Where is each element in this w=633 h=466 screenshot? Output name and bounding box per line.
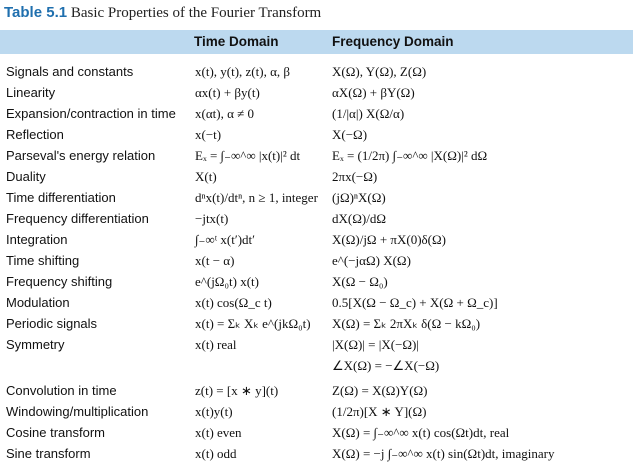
row-property: Time shifting <box>6 253 80 268</box>
row-time: x(t) = Σₖ Xₖ e^(jkΩ₀t) <box>195 316 311 331</box>
header-time-domain: Time Domain <box>194 34 279 49</box>
row-freq: 2πx(−Ω) <box>332 169 378 184</box>
row-freq: Eₓ = (1/2π) ∫₋∞^∞ |X(Ω)|² dΩ <box>332 148 488 163</box>
row-property: Signals and constants <box>6 64 134 79</box>
table-row <box>0 294 633 314</box>
table-row <box>0 189 633 209</box>
row-property: Linearity <box>6 85 56 100</box>
row-time: dⁿx(t)/dtⁿ, n ≥ 1, integer <box>195 190 318 205</box>
row-property: Sine transform <box>6 446 91 461</box>
table-row <box>0 424 633 444</box>
row-time: ∫₋∞ᵗ x(t′)dt′ <box>195 232 255 247</box>
row-property: Frequency differentiation <box>6 211 149 226</box>
row-time: x(t)y(t) <box>195 404 233 419</box>
row-time: x(t) even <box>195 425 242 440</box>
row-time: Eₓ = ∫₋∞^∞ |x(t)|² dt <box>195 148 301 163</box>
row-property: Convolution in time <box>6 383 117 398</box>
row-time: x(t) real <box>195 337 237 352</box>
row-time: x(t − α) <box>195 253 235 268</box>
row-freq: 0.5[X(Ω − Ω_c) + X(Ω + Ω_c)] <box>332 295 498 310</box>
table-row <box>0 252 633 272</box>
row-time: αx(t) + βy(t) <box>195 85 260 100</box>
header-frequency-domain: Frequency Domain <box>332 34 454 49</box>
table-row <box>0 382 633 402</box>
row-property: Cosine transform <box>6 425 105 440</box>
row-freq: X(Ω) = −j ∫₋∞^∞ x(t) sin(Ωt)dt, imaginary <box>332 446 555 461</box>
table-number: Table 5.1 <box>4 4 68 21</box>
table-row <box>0 126 633 146</box>
row-time: x(t) odd <box>195 446 237 461</box>
table-row <box>0 147 633 167</box>
row-time: e^(jΩ₀t) x(t) <box>195 274 259 289</box>
row-freq: e^(−jαΩ) X(Ω) <box>332 253 411 268</box>
row-freq: X(Ω)/jΩ + πX(0)δ(Ω) <box>332 232 446 247</box>
table-row <box>0 336 633 356</box>
row-freq: αX(Ω) + βY(Ω) <box>332 85 415 100</box>
row-property: Time differentiation <box>6 190 116 205</box>
row-freq: X(Ω) = ∫₋∞^∞ x(t) cos(Ωt)dt, real <box>332 425 510 440</box>
row-freq: (1/|α|) X(Ω/α) <box>332 106 405 121</box>
row-property: Reflection <box>6 127 64 142</box>
table-row <box>0 273 633 293</box>
row-time: x(−t) <box>195 127 222 142</box>
row-freq: X(Ω) = Σₖ 2πXₖ δ(Ω − kΩ₀) <box>332 316 481 331</box>
table-row <box>0 315 633 335</box>
row-time: X(t) <box>195 169 217 184</box>
row-property: Expansion/contraction in time <box>6 106 176 121</box>
row-freq: ∠X(Ω) = −∠X(−Ω) <box>332 358 440 373</box>
row-freq: dX(Ω)/dΩ <box>332 211 386 226</box>
table-caption <box>4 4 321 22</box>
row-freq: |X(Ω)| = |X(−Ω)| <box>332 337 419 352</box>
row-property: Modulation <box>6 295 70 310</box>
row-property: Windowing/multiplication <box>6 404 149 419</box>
table-row <box>0 357 633 377</box>
table-row <box>0 231 633 251</box>
row-property: Duality <box>6 169 46 184</box>
row-freq: (jΩ)ⁿX(Ω) <box>332 190 386 205</box>
table-header-row <box>0 30 633 54</box>
row-time: z(t) = [x ∗ y](t) <box>195 383 279 398</box>
table-row <box>0 105 633 125</box>
row-property: Frequency shifting <box>6 274 113 289</box>
table-row <box>0 168 633 188</box>
row-property: Periodic signals <box>6 316 98 331</box>
row-time: x(t) cos(Ω_c t) <box>195 295 272 310</box>
table-row <box>0 445 633 465</box>
table-row <box>0 210 633 230</box>
row-freq: X(−Ω) <box>332 127 368 142</box>
row-property: Symmetry <box>6 337 65 352</box>
table-title: Basic Properties of the Fourier Transform <box>70 5 322 21</box>
row-time: x(αt), α ≠ 0 <box>195 106 255 121</box>
row-freq: X(Ω), Y(Ω), Z(Ω) <box>332 64 427 79</box>
row-freq: (1/2π)[X ∗ Y](Ω) <box>332 404 427 419</box>
row-freq: X(Ω − Ω₀) <box>332 274 388 289</box>
table-row <box>0 403 633 423</box>
row-property: Parseval's energy relation <box>6 148 156 163</box>
row-time: x(t), y(t), z(t), α, β <box>195 64 291 79</box>
row-freq: Z(Ω) = X(Ω)Y(Ω) <box>332 383 428 398</box>
table-row <box>0 63 633 83</box>
row-property: Integration <box>6 232 68 247</box>
row-time: −jtx(t) <box>195 211 229 226</box>
table-row <box>0 84 633 104</box>
